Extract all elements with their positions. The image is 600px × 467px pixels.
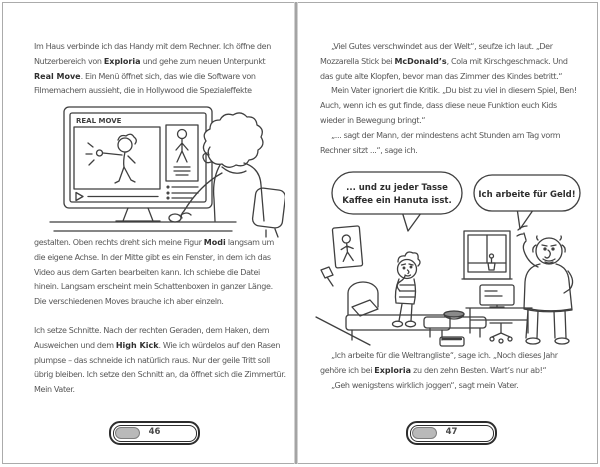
- speech-bubble-1: [332, 172, 462, 214]
- right-paragraph-4: [320, 349, 578, 379]
- body-text: und gehe zum neuen Unterpunkt: [140, 56, 266, 66]
- video-panel-punching-figure: [74, 127, 160, 189]
- body-text: Ich setze Schnitte. Nach der rechten Geraden, dem Haken, dem Ausweichen und dem: [34, 325, 270, 350]
- right-paragraph-3: „... sagt der Mann, der mindestens acht Stunden am Tag vorm Rechner sitzt ...“, sage ich.: [320, 130, 561, 155]
- body-text: . Wie ich würdelos auf den Rasen plumpse – das schneide ich natürlich raus. Nur der geile Tritt soll übrig bleiben. Ich setze den Schnitt an, da öffnet sich die Zimmertür. Mein Vater.: [34, 340, 286, 395]
- body-text: „Ich arbeite für die Weltrangliste“, sage ich. „Noch dieses Jahr gehöre ich bei: [320, 351, 558, 375]
- software-title-real-move: REAL MOVE: [76, 117, 122, 125]
- window: [462, 231, 512, 279]
- badge-track: [113, 425, 197, 442]
- desk: [50, 222, 236, 231]
- right-paragraph-5: „Geh wenigstens wirklich joggen“, sagt mein Vater.: [331, 380, 519, 390]
- illustration-kid-at-computer: [48, 103, 285, 239]
- right-paragraph-2: Mein Vater ignoriert die Kritik. „Du bist zu viel in diesem Spiel, Ben! Auch, wenn ich es gut finde, dass diese neue Funktion euch Kids wieder in Bewegung bringt.“: [320, 86, 577, 125]
- wall-lamp: [321, 267, 333, 286]
- office-chair: [252, 187, 285, 237]
- body-text: . Ein Menü öffnet sich, das wie die Software von Filmemachern aussieht, die in Hollywood die Spezialeffekte: [34, 71, 256, 96]
- speech-bubble-1-text-line2: Kaffee ein Hanuta isst.: [342, 196, 452, 206]
- move-word-high-kick: High Kick: [115, 340, 159, 350]
- name-word-modi: Modi: [203, 238, 226, 247]
- right-text-block-upper: [320, 40, 578, 158]
- brand-word-exploria: Exploria: [103, 56, 141, 66]
- body-text: , Cola mit Kirschgeschmack. Und das gute alte Klopfen, bevor man das Zimmer des Kindes betritt.“: [320, 56, 568, 81]
- brand-word-exploria-2: Exploria: [374, 365, 411, 375]
- right-text-block-lower: [320, 349, 578, 393]
- left-paragraph-1: [34, 40, 286, 99]
- page-number-left: 46: [148, 426, 161, 437]
- speech-bubble-2-text: Ich arbeite für Geld!: [478, 190, 576, 200]
- computer-mouse: [169, 213, 191, 222]
- badge-track: [410, 425, 494, 442]
- left-text-block-lower: [34, 236, 286, 412]
- left-paragraph-3: [34, 324, 286, 398]
- page-number-right: 47: [445, 426, 458, 437]
- right-paragraph-1: [320, 40, 578, 84]
- wall-poster: [332, 226, 362, 268]
- body-text: Im Haus verbinde ich das Handy mit dem Rechner. Ich öffne den Nutzerbereich von: [34, 42, 271, 66]
- page-gutter: [294, 2, 298, 464]
- father-figure: [517, 226, 573, 344]
- brand-word-mcdonalds: McDonald’s: [394, 56, 447, 66]
- play-icon: [76, 193, 83, 201]
- page-number-badge-right: [406, 421, 497, 445]
- feature-word-real-move: Real Move: [34, 71, 81, 81]
- left-paragraph-2: [34, 236, 286, 310]
- floor-line: [316, 317, 370, 345]
- kid-figure: [181, 113, 264, 221]
- computer-desk: [466, 285, 532, 333]
- body-text: „Viel Gutes verschwindet aus der Welt“, seufze ich laut. „Der Mozzarella Stick bei: [320, 42, 553, 66]
- body-text: gestalten. Oben rechts dreht sich meine Figur: [34, 238, 204, 247]
- office-chair-right: [490, 323, 512, 343]
- illustration-living-room-argument: [312, 167, 584, 347]
- bed: [346, 282, 450, 340]
- body-text: zu den zehn Besten. Wart’s nur ab!“: [410, 365, 547, 375]
- page-number-badge-left: [109, 421, 200, 445]
- speech-bubble-1-text-line1: ... und zu jeder Tasse: [346, 183, 448, 193]
- avatar-panel: [166, 125, 198, 181]
- body-text: langsam um die eigene Achse. In der Mitte gibt es ein Fenster, in dem ich das Video aus dem Garten bearbeiten kann. Ich schiebe die Datei hinein. Langsam erscheint mein Schattenboxen in ganzer Länge. Die verschiedenen Moves brauche ich aber einzeln.: [34, 238, 274, 307]
- footstool: [440, 337, 464, 346]
